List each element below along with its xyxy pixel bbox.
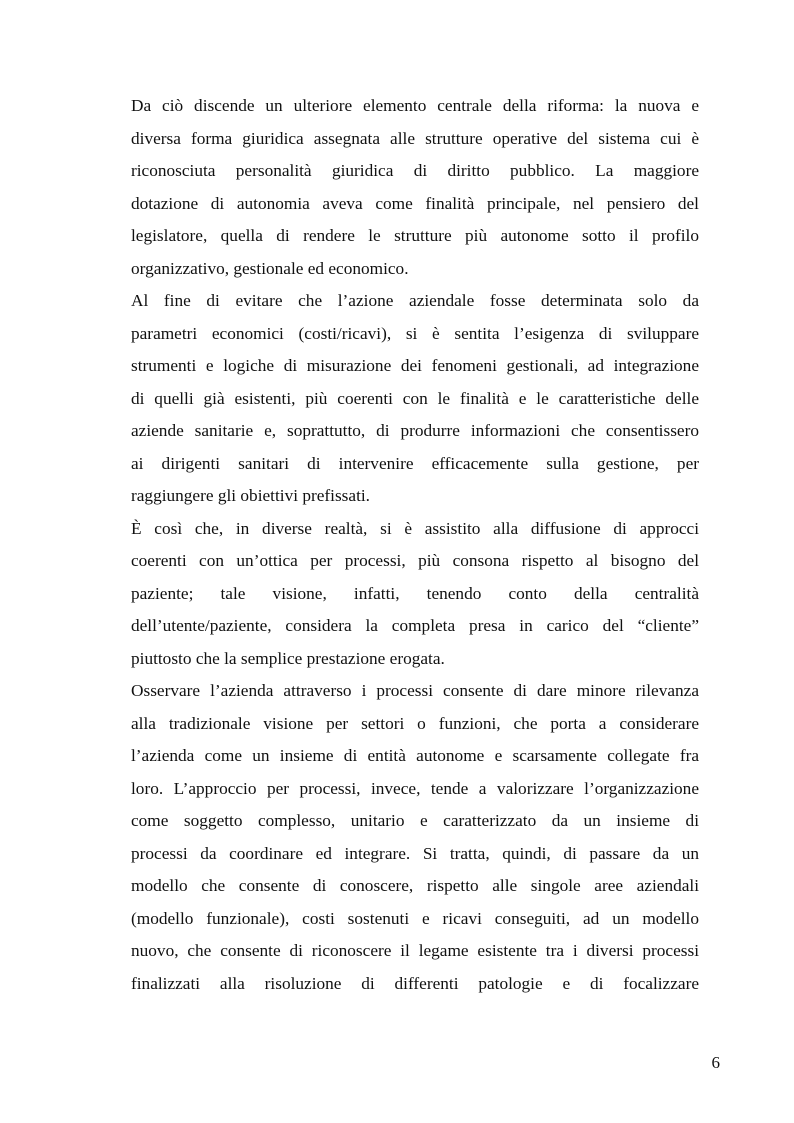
text-line: di quelli già esistenti, più coerenti con le finalità e le caratteristiche delle <box>131 388 699 408</box>
text-line: finalizzati alla risoluzione di differenti patologie e di focalizzare <box>131 973 699 993</box>
text-line: Al fine di evitare che l’azione aziendale fosse determinata solo da <box>131 291 699 310</box>
body-text <box>131 90 699 1000</box>
text-line: piuttosto che la semplice prestazione erogata. <box>131 648 445 668</box>
text-line: riconosciuta personalità giuridica di diritto pubblico. La maggiore <box>131 161 699 180</box>
text-line: legislatore, quella di rendere le strutture più autonome sotto il profilo <box>131 226 699 245</box>
text-line: loro. L’approccio per processi, invece, tende a valorizzare l’organizzazione <box>131 778 699 798</box>
text-line: come soggetto complesso, unitario e caratterizzato da un insieme di <box>131 811 699 830</box>
text-line: nuovo, che consente di riconoscere il legame esistente tra i diversi processi <box>131 941 699 960</box>
paragraph <box>131 675 699 1000</box>
text-line: paziente; tale visione, infatti, tenendo conto della centralità <box>131 583 699 603</box>
text-line: Da ciò discende un ulteriore elemento centrale della riforma: la nuova e <box>131 96 699 115</box>
text-line: alla tradizionale visione per settori o funzioni, che porta a considerare <box>131 713 699 733</box>
text-line: modello che consente di conoscere, rispetto alle singole aree aziendali <box>131 876 699 895</box>
text-line: organizzativo, gestionale ed economico. <box>131 258 409 278</box>
text-line: ai dirigenti sanitari di intervenire efficacemente sulla gestione, per <box>131 453 699 473</box>
text-line: dell’utente/paziente, considera la completa presa in carico del “cliente” <box>131 616 699 635</box>
paragraph <box>131 90 699 285</box>
text-line: coerenti con un’ottica per processi, più consona rispetto al bisogno del <box>131 551 699 570</box>
page-number: 6 <box>711 1053 720 1072</box>
text-line: diversa forma giuridica assegnata alle strutture operative del sistema cui è <box>131 128 699 148</box>
text-line: strumenti e logiche di misurazione dei fenomeni gestionali, ad integrazione <box>131 356 699 375</box>
text-line: raggiungere gli obiettivi prefissati. <box>131 486 370 505</box>
text-line: dotazione di autonomia aveva come finalità principale, nel pensiero del <box>131 193 699 213</box>
paragraph <box>131 513 699 676</box>
text-line: l’azienda come un insieme di entità autonome e scarsamente collegate fra <box>131 746 699 765</box>
text-line: parametri economici (costi/ricavi), si è sentita l’esigenza di sviluppare <box>131 323 699 343</box>
text-line: È così che, in diverse realtà, si è assistito alla diffusione di approcci <box>131 518 699 538</box>
text-line: aziende sanitarie e, soprattutto, di produrre informazioni che consentissero <box>131 421 699 440</box>
text-line: processi da coordinare ed integrare. Si tratta, quindi, di passare da un <box>131 843 699 863</box>
paragraph <box>131 285 699 513</box>
text-line: (modello funzionale), costi sostenuti e ricavi conseguiti, ad un modello <box>131 908 699 928</box>
text-line: Osservare l’azienda attraverso i processi consente di dare minore rilevanza <box>131 681 699 700</box>
